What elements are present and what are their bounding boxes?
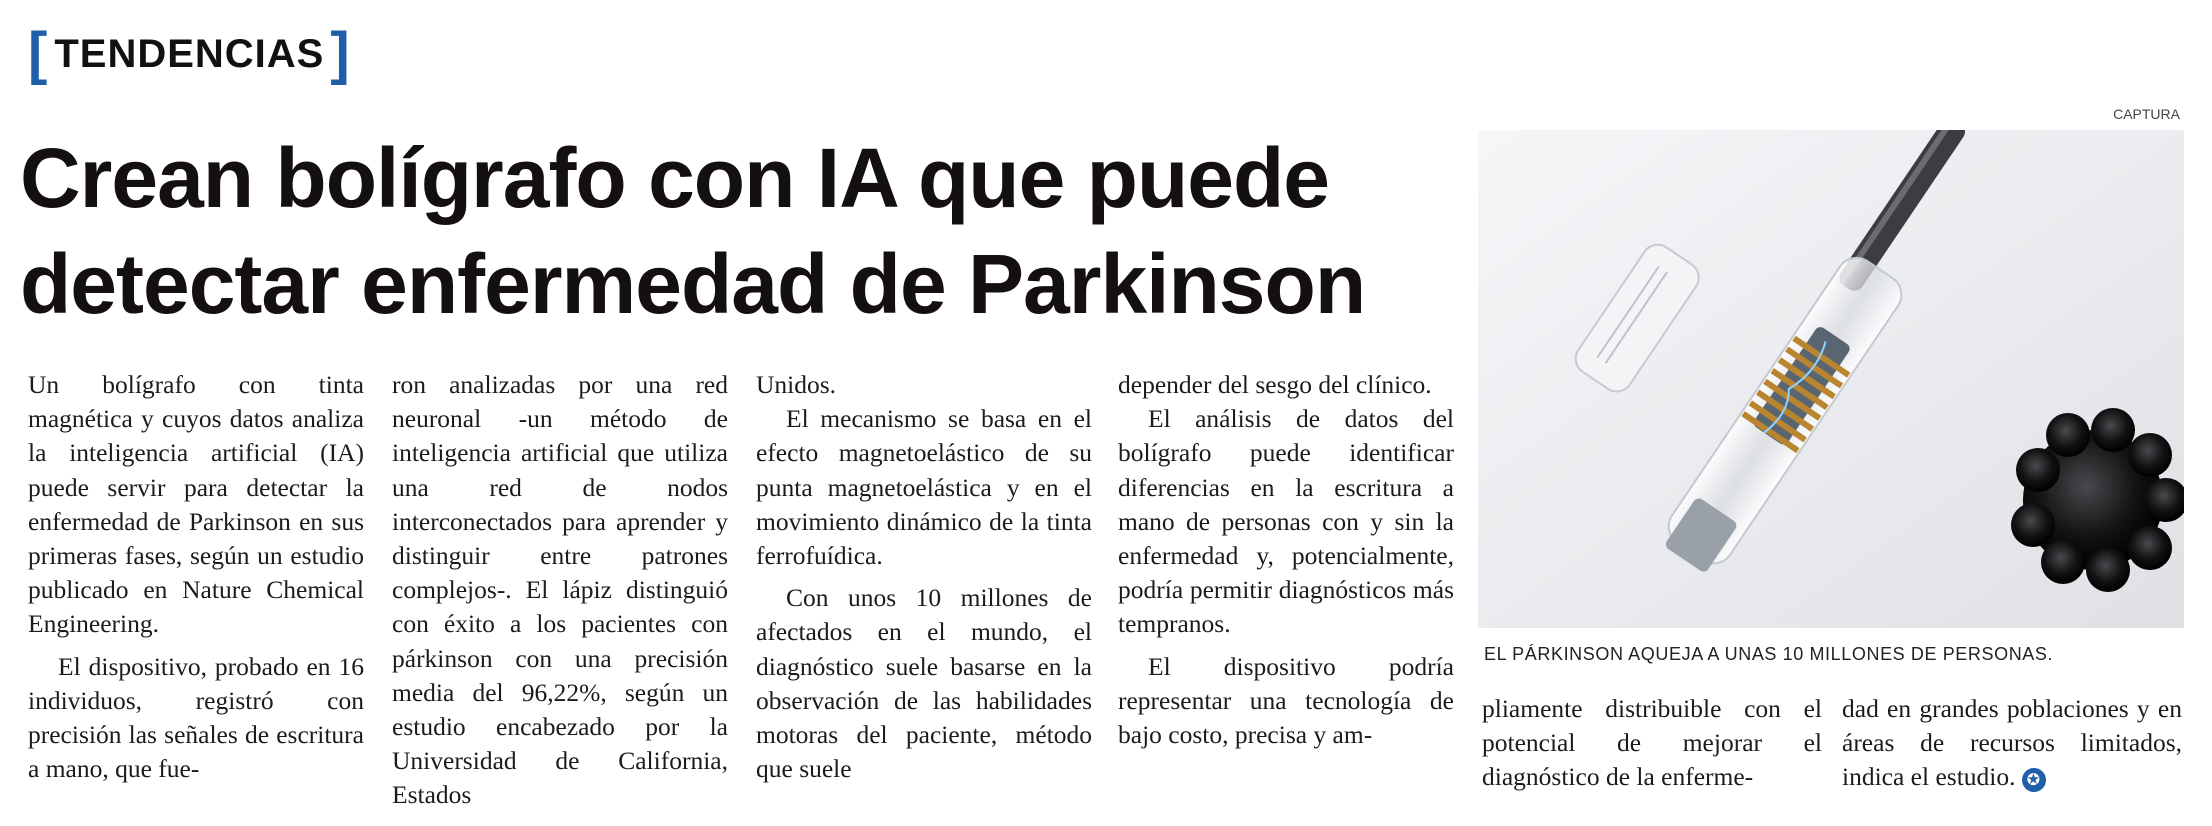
paragraph: depender del sesgo del clínico. bbox=[1118, 370, 1432, 399]
paragraph: El análisis de datos del bolígrafo puede identificar diferencias en la escritura a mano de personas con y sin la enfermedad y, potencialmente, podría permitir diagnósticos más tempranos. bbox=[1118, 404, 1454, 639]
paragraph: Unidos. bbox=[756, 370, 837, 399]
photo-credit: CAPTURA bbox=[2113, 106, 2180, 122]
section-tag bbox=[28, 21, 351, 86]
paragraph: ron analizadas por una red neuronal -un método de inteligencia artificial que utiliza una red de nodos interconectados para aprender y distinguir entre patrones complejos-. El lápiz distinguió con éxito a los pacientes con párkinson con una precisión media del 96,22%, según un estudio encabezado por la Universidad de California, Estados bbox=[392, 370, 728, 810]
photo-caption: EL PÁRKINSON AQUEJA A UNAS 10 MILLONES DE PERSONAS. bbox=[1484, 644, 2054, 664]
pen-illustration-icon bbox=[1478, 130, 2184, 628]
bracket-open: [ bbox=[28, 21, 49, 86]
article-column-6 bbox=[1842, 692, 2182, 795]
paragraph: pliamente distribuible con el potencial de mejorar el diagnóstico de la enferme- bbox=[1482, 694, 1822, 792]
paragraph: Un bolígrafo con tinta magnética y cuyos datos analiza la inteligencia artificial (IA) puede servir para detectar la enfermedad de Parkinson en sus primeras fases, según un estudio publicado en Nature Chemical Engineering. bbox=[28, 370, 364, 639]
paragraph: Con unos 10 millones de afectados en el mundo, el diagnóstico suele basarse en la observación de las habilidades motoras del paciente, método que suele bbox=[756, 583, 1092, 784]
article-column-2 bbox=[392, 368, 728, 813]
paragraph: El dispositivo podría representar una tecnología de bajo costo, precisa y am- bbox=[1118, 651, 1454, 750]
article-photo bbox=[1478, 130, 2184, 628]
article-column-3 bbox=[756, 368, 1092, 786]
headline: Crean bolígrafo con IA que puede detectar enfermedad de Parkinson bbox=[20, 131, 1366, 331]
section-tag-label: TENDENCIAS bbox=[54, 32, 325, 76]
bracket-close: ] bbox=[330, 21, 351, 86]
paragraph: dad en grandes poblaciones y en áreas de recursos limitados, indica el estudio. bbox=[1842, 694, 2182, 792]
article-column-5 bbox=[1482, 692, 1822, 795]
article-column-4 bbox=[1118, 368, 1454, 752]
article-column-1 bbox=[28, 368, 364, 786]
end-of-article-icon: ✪ bbox=[2022, 768, 2046, 792]
paragraph: El dispositivo, probado en 16 individuos, registró con precisión las señales de escritura a mano, que fue- bbox=[28, 651, 364, 784]
paragraph: El mecanismo se basa en el efecto magnetoelástico de su punta magnetoelástica y en el movimiento dinámico de la tinta ferrofuídica. bbox=[756, 404, 1092, 571]
